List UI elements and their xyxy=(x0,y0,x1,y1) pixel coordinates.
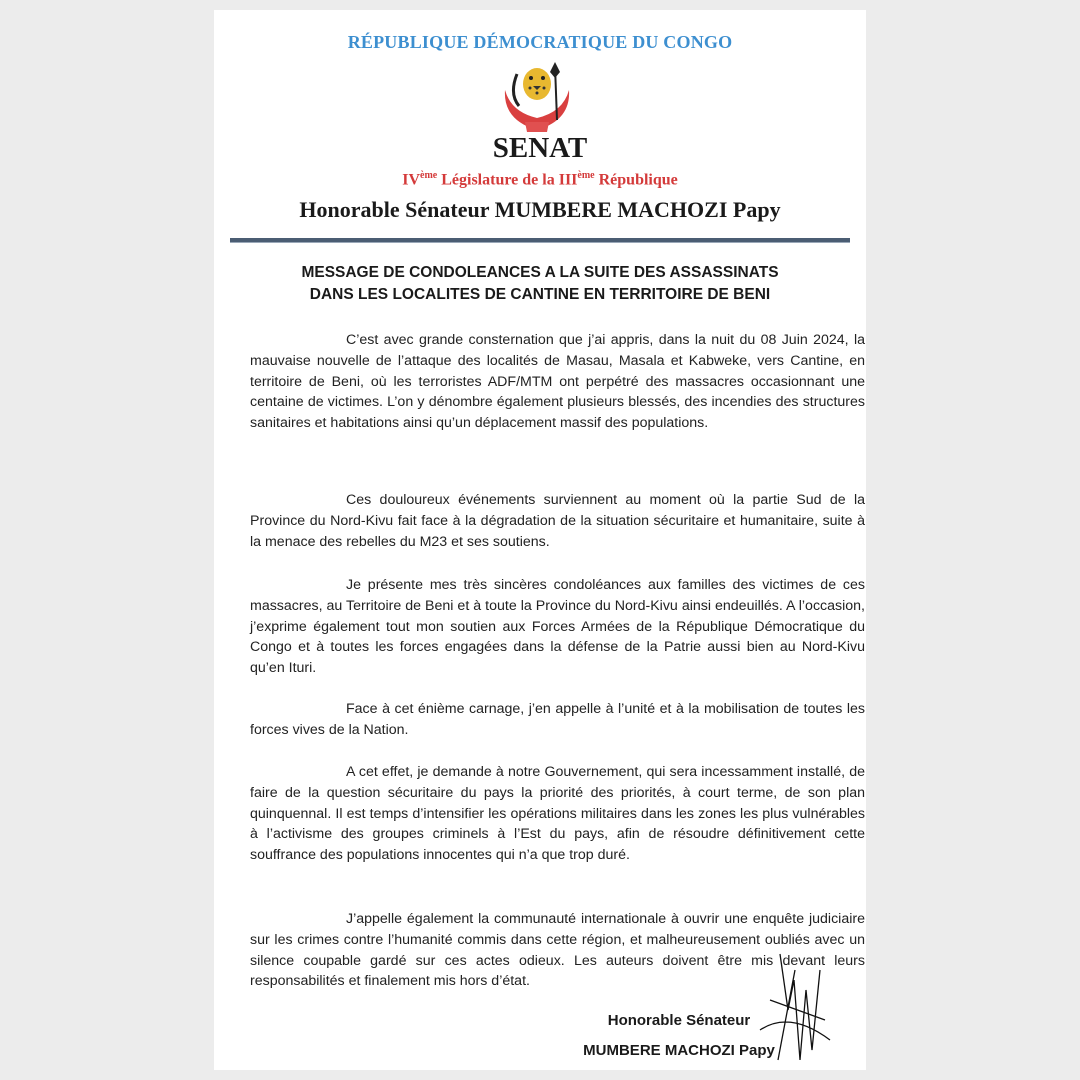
paragraph-6: J’appelle également la communauté internationale à ouvrir une enquête judiciaire sur les crimes contre l’humanité commis dans cette région, et malheureusement oubliés avec un silence coupable gardé sur ces actes odieux. Les auteurs doivent être mis devant leurs responsabilités et finalement mis hors d’état. xyxy=(250,911,865,990)
header-divider xyxy=(230,238,850,243)
message-title xyxy=(244,262,836,306)
paragraph-5: A cet effet, je demande à notre Gouvernement, qui sera incessamment installé, de faire de la question sécuritaire du pays la priorité des priorités, à court terme, de son plan quinquennal. Il est temps d’intensifier les opérations militaires dans les zones les plus vulnérables à l’activisme des groupes criminels à l’Est du pays, afin de résoudre définitivement cette souffrance des populations innocentes qui n’a que trop duré. xyxy=(250,764,865,864)
legislature-line xyxy=(214,170,866,189)
paragraph-2: Ces douloureux événements surviennent au moment où la partie Sud de la Province du Nord-Kivu fait face à la dégradation de la situation sécuritaire et humanitaire, suite à la menace des rebelles du M23 et ses soutiens. xyxy=(250,492,865,550)
handwritten-signature-icon xyxy=(750,950,840,1070)
coat-of-arms-icon xyxy=(497,60,577,140)
signature-name: MUMBERE MACHOZI Papy xyxy=(583,1042,775,1059)
legislature-roman: IV xyxy=(402,171,421,189)
legislature-sup-2: ème xyxy=(577,170,595,181)
title-line-2: DANS LES LOCALITES DE CANTINE EN TERRITOIRE DE BENI xyxy=(309,286,771,303)
senator-title: Honorable Sénateur MUMBERE MACHOZI Papy xyxy=(299,197,781,222)
paragraph-1: C’est avec grande consternation que j’ai appris, dans la nuit du 08 Juin 2024, la mauvaise nouvelle de l’attaque des localités de Masau, Masala et Kabweke, vers Cantine, en territoire de Beni, où les terroristes ADF/MTM ont perpétré des massacres occasionnant une centaine de victimes. L’on y dénombre également plusieurs blessés, des incendies des structures sanitaires et habitations ainsi qu’un déplacement massif des populations. xyxy=(250,332,865,432)
paragraph-3: Je présente mes très sincères condoléances aux familles des victimes de ces massacres, au Territoire de Beni et à toute la Province du Nord-Kivu ainsi endeuillés. A l’occasion, j’exprime également tout mon soutien aux Forces Armées de la République Démocratique du Congo et à toutes les forces engagées dans la défense de la Patrie aussi bien au Nord-Kivu qu’en Ituri. xyxy=(250,577,865,677)
institution-name: SENAT xyxy=(492,132,588,164)
legislature-sup-1: ème xyxy=(420,170,438,181)
title-line-1: MESSAGE DE CONDOLEANCES A LA SUITE DES ASSASSINATS xyxy=(301,264,779,281)
legislature-end: République xyxy=(594,171,678,189)
letter-page xyxy=(214,10,866,1070)
legislature-mid: Législature de la III xyxy=(437,171,578,189)
country-heading: RÉPUBLIQUE DÉMOCRATIQUE DU CONGO xyxy=(347,32,733,52)
paragraph-4: Face à cet énième carnage, j’en appelle à l’unité et à la mobilisation de toutes les forces vives de la Nation. xyxy=(250,701,865,738)
signature-title: Honorable Sénateur xyxy=(607,1012,751,1029)
